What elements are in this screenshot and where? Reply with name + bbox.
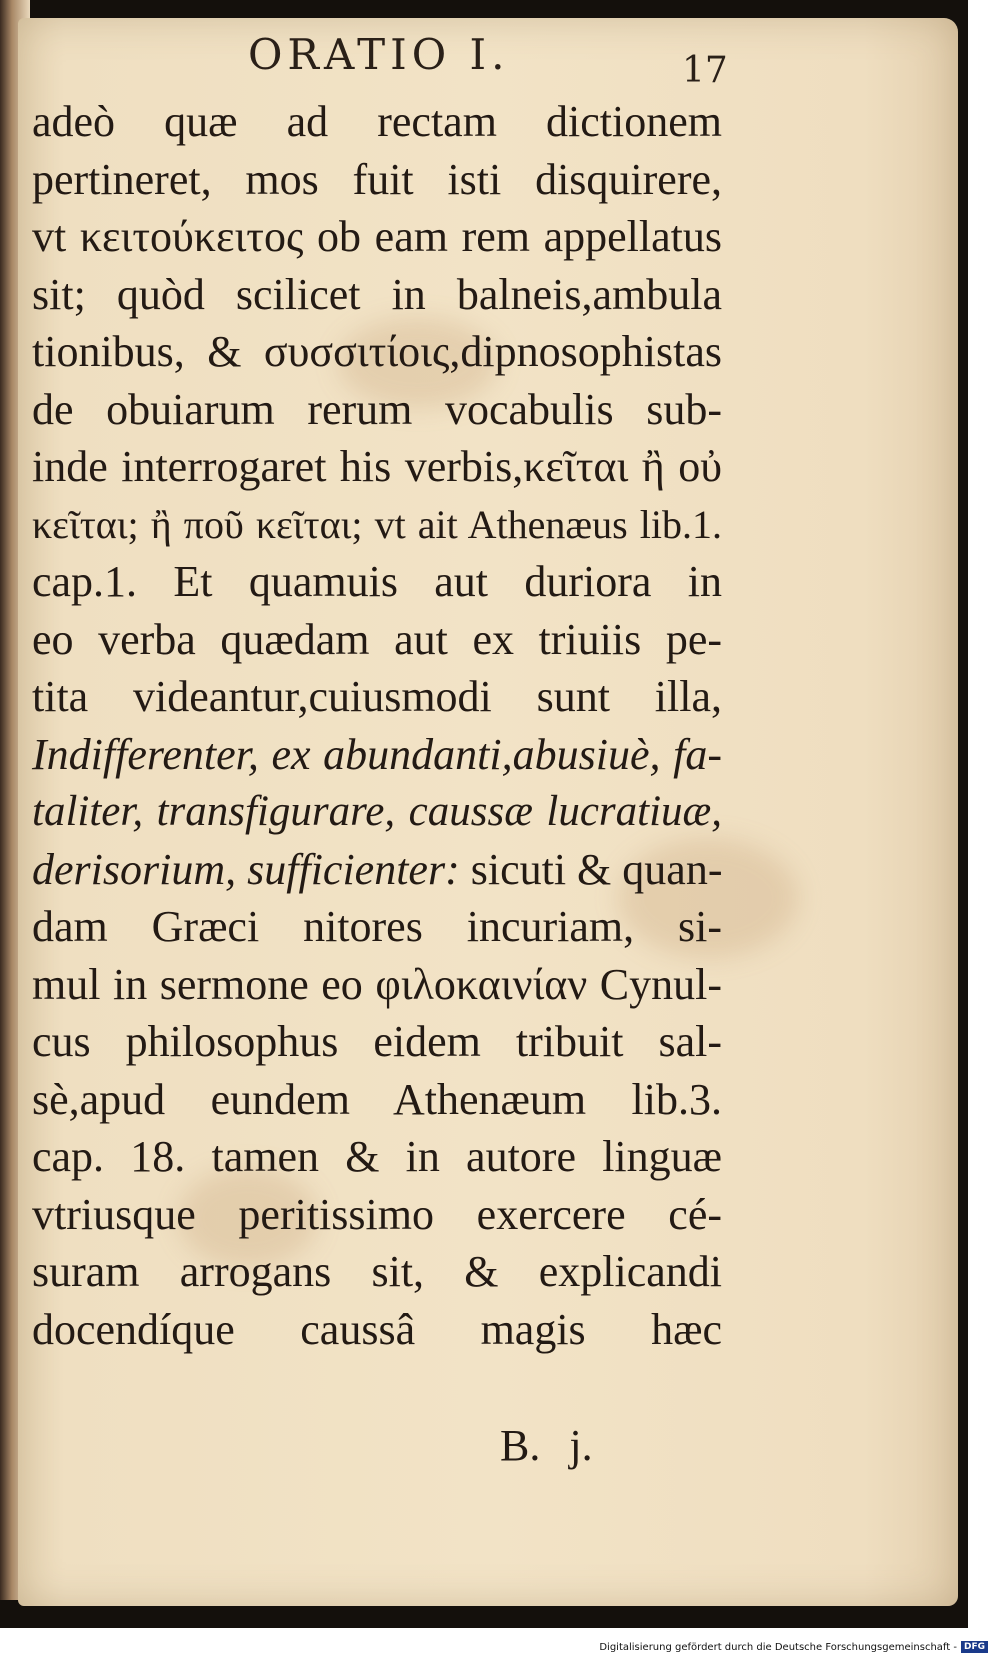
text-line: taliter, transfigurare, caussæ lucratiuæ, (32, 788, 722, 835)
text-line: κεῖται; ἢ ποῦ κεῖται; vt ait Athenæus lib.1. (32, 501, 722, 547)
text-line: adeò quæ ad rectam dictionem (32, 97, 722, 146)
text-line: sit; quòd scilicet in balneis,ambula (32, 269, 722, 319)
text-line: pertineret, mos fuit isti disquirere, (32, 154, 722, 204)
text-line (32, 841, 722, 899)
text-line: inde interrogaret his verbis,κεῖται ἢ οὐ (32, 442, 722, 491)
text-line: mul in sermone eo φιλοκαινίαν Cynul- (32, 959, 722, 1009)
italic-span: derisorium, sufficienter: (32, 844, 460, 894)
roman-span: sicuti & quan- (459, 844, 723, 894)
text-line: Indifferenter, ex abundanti,abusiuè, fa- (32, 729, 722, 779)
text-line: de obuiarum rerum vocabulis sub- (32, 384, 722, 434)
text-line: cap. 18. tamen & in autore linguæ (32, 1132, 722, 1181)
text-line: tita videantur,cuiusmodi sunt illa, (32, 672, 722, 721)
text-line: cus philosophus eidem tribuit sal- (32, 1017, 722, 1066)
signature-mark: B. j. (500, 1421, 593, 1470)
credit-text: Digitalisierung gefördert durch die Deutsche Forschungsgemeinschaft - (599, 1641, 957, 1653)
text-line: vt κειτούκειτος ob eam rem appellatus (32, 212, 722, 261)
text-line: docendíque caussâ magis hæc (32, 1304, 722, 1354)
text-line: vtriusque peritissimo exercere cé- (32, 1189, 722, 1239)
page-number: 17 (682, 50, 728, 91)
dfg-logo: DFG (961, 1641, 988, 1653)
running-head: ORATIO I. (248, 30, 510, 79)
text-line: sè,apud eundem Athenæum lib.3. (32, 1074, 722, 1124)
text-line: tionibus, & συσσιτίοις,dipnosophistas (32, 327, 722, 376)
body-text (32, 93, 722, 1358)
text-line: suram arrogans sit, & explicandi (32, 1247, 722, 1296)
text-line: dam Græci nitores incuriam, si- (32, 902, 722, 951)
text-line: cap.1. Et quamuis aut duriora in (32, 557, 722, 606)
text-line: eo verba quædam aut ex triuiis pe- (32, 614, 722, 664)
digitization-credit (599, 1641, 988, 1653)
